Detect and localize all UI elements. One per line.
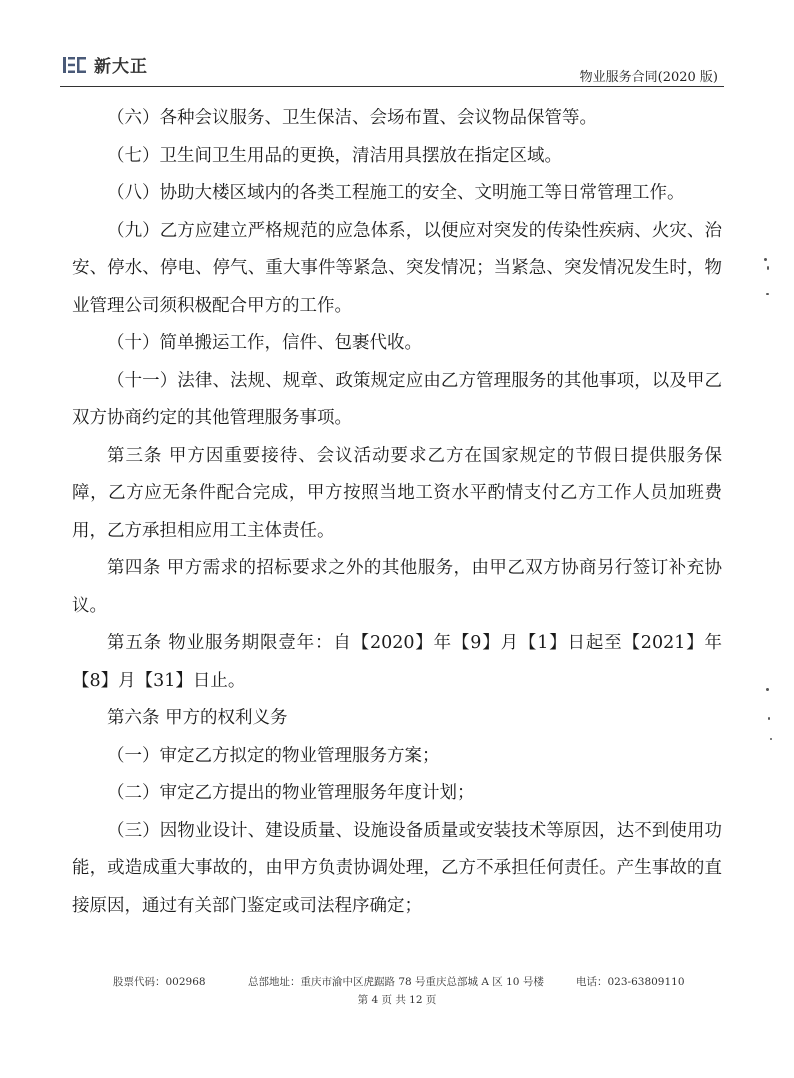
scan-speck (766, 293, 769, 295)
page-number: 第 4 页 共 12 页 (357, 994, 437, 1006)
scan-speck (764, 258, 767, 261)
stock-code: 股票代码：002968 (113, 976, 206, 988)
party-a-right-3: （三）因物业设计、建设质量、设施设备质量或安装技术等原因，达不到使用功能，或造成重大事故的，由甲方负责协调处理，乙方不承担任何责任。产生事故的直接原因，通过有关部门鉴定或司法程序确定； (72, 820, 722, 916)
scan-speck (766, 688, 769, 691)
article-5: 第五条 物业服务期限壹年：自【2020】年【9】月【1】日起至【2021】年【8】月【31】日止。 (72, 633, 722, 691)
xindazheng-logo-icon (62, 54, 88, 76)
clause-item-7: （七）卫生间卫生用品的更换，清洁用具摆放在指定区域。 (107, 145, 562, 166)
company-name: 新大正 (94, 57, 148, 77)
article-4: 第四条 甲方需求的招标要求之外的其他服务，由甲乙双方协商另行签订补充协议。 (72, 558, 722, 616)
header-divider (60, 86, 724, 87)
company-logo (62, 52, 148, 77)
page-header (0, 0, 794, 90)
document-title: 物业服务合同(2020 版) (579, 70, 718, 85)
scan-speck (770, 738, 772, 740)
scan-speck (767, 266, 769, 270)
party-a-right-1: （一）审定乙方拟定的物业管理服务方案； (107, 745, 440, 766)
scan-speck (768, 717, 770, 720)
phone-number: 电话：023-63809110 (576, 976, 685, 988)
article-6-heading: 第六条 甲方的权利义务 (107, 708, 288, 728)
article-3: 第三条 甲方因重要接待、会议活动要求乙方在国家规定的节假日提供服务保障，乙方应无条件配合完成，甲方按照当地工资水平酌情支付乙方工作人员加班费用，乙方承担相应用工主体责任。 (72, 445, 722, 541)
headquarters-address: 总部地址：重庆市渝中区虎踞路 78 号重庆总部城 A 区 10 号楼 (248, 976, 544, 988)
contract-body (72, 100, 722, 925)
clause-item-11: （十一）法律、法规、规章、政策规定应由乙方管理服务的其他事项，以及甲乙双方协商约定的其他管理服务事项。 (72, 370, 722, 428)
clause-item-6: （六）各种会议服务、卫生保洁、会场布置、会议物品保管等。 (107, 108, 597, 128)
clause-item-9: （九）乙方应建立严格规范的应急体系，以便应对突发的传染性疾病、火灾、治安、停水、停电、停气、重大事件等紧急、突发情况；当紧急、突发情况发生时，物业管理公司须积极配合甲方的工作。 (72, 220, 722, 316)
party-a-right-2: （二）审定乙方提出的物业管理服务年度计划； (107, 783, 475, 803)
clause-item-10: （十）简单搬运工作，信件、包裹代收。 (107, 333, 422, 353)
clause-item-8: （八）协助大楼区域内的各类工程施工的安全、文明施工等日常管理工作。 (107, 183, 685, 203)
